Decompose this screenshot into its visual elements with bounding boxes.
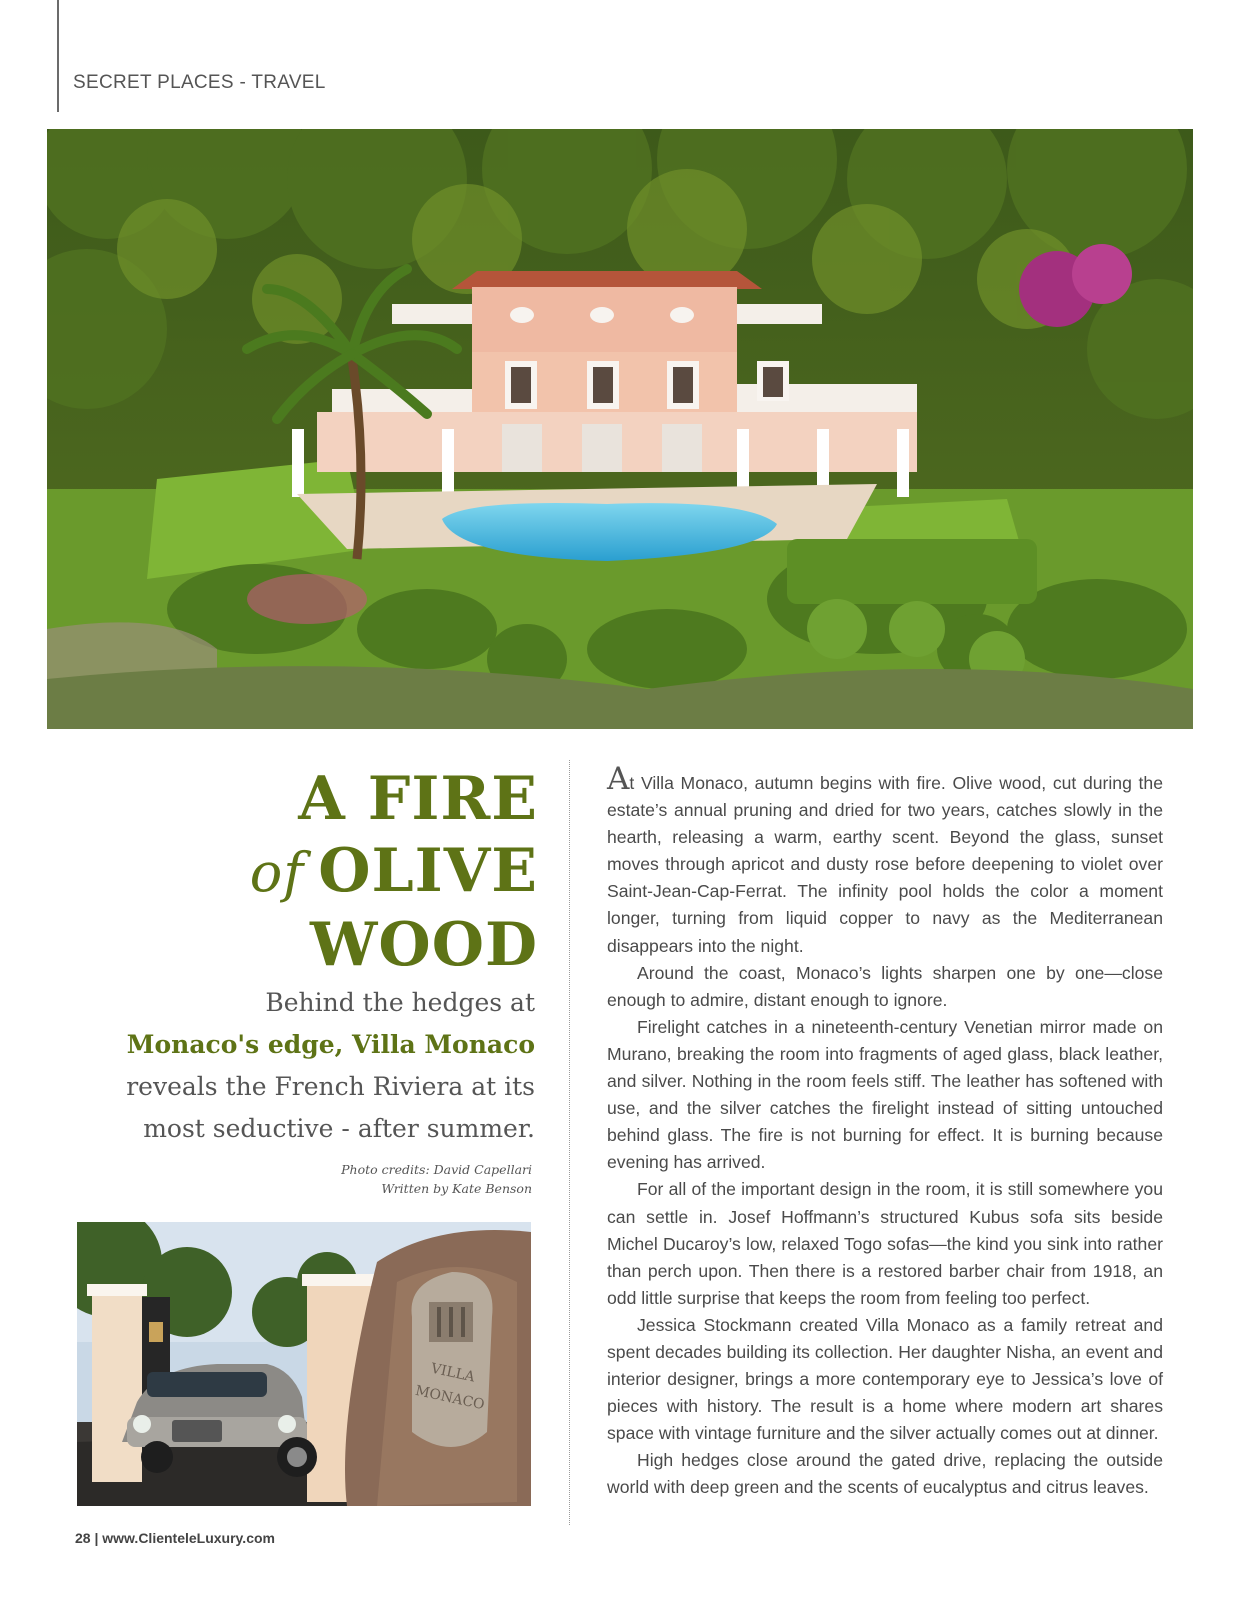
hero-photo xyxy=(47,129,1193,729)
section-label: SECRET PLACES - TRAVEL xyxy=(73,72,326,93)
deck xyxy=(80,982,535,1150)
footer-website-link[interactable]: www.ClienteleLuxury.com xyxy=(102,1530,275,1546)
headline xyxy=(130,763,538,981)
article-body xyxy=(607,761,1163,1502)
gate-photo xyxy=(77,1222,531,1506)
headline-olive: OLIVE xyxy=(318,836,538,906)
paragraph-2: Around the coast, Monaco’s lights sharpen one by one—close enough to admire, distant enough to ignore. xyxy=(607,962,1163,1010)
drop-cap: A xyxy=(607,761,630,797)
paragraph-6: High hedges close around the gated drive, replacing the outside world with deep green and the scents of eucalyptus and citrus leaves. xyxy=(607,1450,1163,1498)
headline-line-2 xyxy=(130,835,538,909)
header-rule xyxy=(57,0,59,112)
column-divider xyxy=(569,760,570,1525)
headline-of: of xyxy=(249,841,305,904)
paragraph-1 xyxy=(607,761,1163,960)
page-footer xyxy=(75,1530,275,1546)
deck-highlight: Monaco's edge, Villa Monaco xyxy=(126,1030,535,1059)
paragraph-1-text: t Villa Monaco, autumn begins with fire. Olive wood, cut during the estate’s annual pruning and dried for two years, catches slowly in the hearth, releasing a warm, earthy scent. Beyond the glass, sunset moves through apricot and dusty rose before deepening to violet over Saint-Jean-Cap-Ferrat. The infinity pool holds the color a moment longer, turning from liquid copper to navy as the Mediterranean disappears into the night. xyxy=(607,773,1163,956)
writer-credit: Written by Kate Benson xyxy=(381,1181,532,1196)
deck-part-1: Behind the hedges at xyxy=(265,988,535,1017)
svg-text:VILLA: VILLA xyxy=(429,1360,477,1386)
headline-line-3: WOOD xyxy=(310,910,538,980)
page-number: 28 xyxy=(75,1530,91,1546)
headline-line-1: A FIRE xyxy=(298,764,538,834)
paragraph-3: Firelight catches in a nineteenth-century Venetian mirror made on Murano, breaking the room into fragments of aged glass, black leather, and silver. Nothing in the room feels stiff. The leather has softened with use, and the silver catches the firelight instead of sitting untouched behind glass. The fire is not burning for effect. It is burning because evening has arrived. xyxy=(607,1016,1163,1173)
footer-separator: | xyxy=(94,1530,99,1546)
svg-text:MONACO: MONACO xyxy=(413,1382,486,1414)
paragraph-4: For all of the important design in the room, it is still somewhere you can settle in. Josef Hoffmann’s structured Kubus sofa sits beside Michel Ducaroy’s low, relaxed Togo sofas—the kind you sink into rather than perch upon. Then there is a restored barber chair from 1918, an odd little surprise that keeps the room from feeling too perfect. xyxy=(607,1179,1163,1308)
credits xyxy=(250,1160,532,1198)
deck-part-2: reveals the French Riviera at its most seductive - after summer. xyxy=(126,1072,535,1143)
paragraph-5: Jessica Stockmann created Villa Monaco as a family retreat and spent decades building its collection. Her daughter Nisha, an event and interior designer, brings a more contemporary eye to Jessica’s love of pieces with history. The result is a home where modern art shares space with vintage furniture and the silver actually comes out at dinner. xyxy=(607,1314,1163,1444)
photo-credit: Photo credits: David Capellari xyxy=(341,1162,532,1177)
